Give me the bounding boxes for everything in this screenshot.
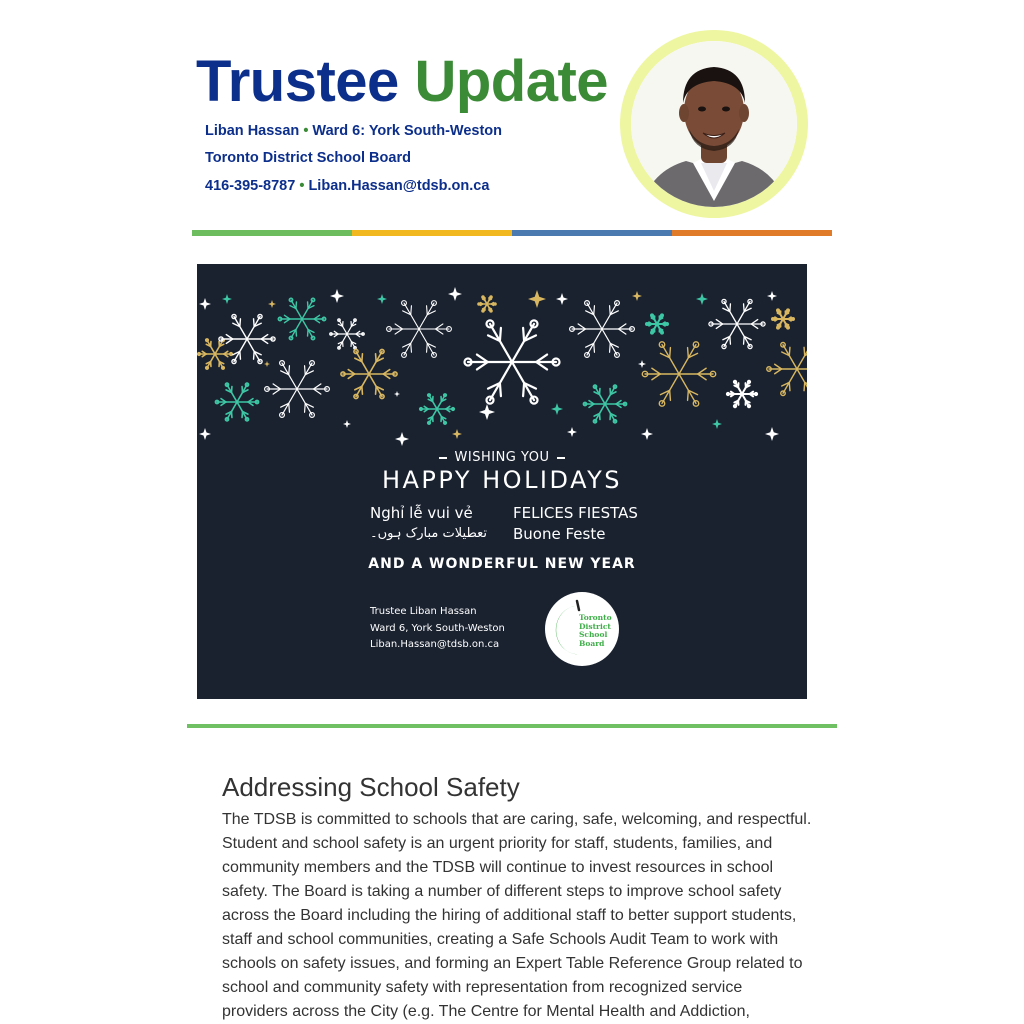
sparkle-icon <box>199 298 211 310</box>
sparkle-icon <box>641 428 653 440</box>
snowflake-icon <box>646 314 668 333</box>
trustee-name-ward-line <box>205 123 502 139</box>
trustee-portrait-icon <box>631 41 797 207</box>
card-wishing-line <box>197 450 807 465</box>
trustee-name: Liban Hassan <box>205 123 300 139</box>
sparkle-icon <box>448 287 462 301</box>
tdsb-logo <box>545 592 619 666</box>
snowflake-icon <box>478 296 496 312</box>
sparkle-icon <box>452 429 462 439</box>
sparkle-icon <box>343 420 351 428</box>
sparkle-icon <box>222 294 232 304</box>
logo-line: Toronto <box>579 613 612 622</box>
sparkle-icon <box>765 427 779 441</box>
contact-line <box>205 178 489 194</box>
snowflake-icon <box>772 309 794 328</box>
sparkle-icon <box>712 419 722 429</box>
snowflake-icon <box>709 299 765 348</box>
section-divider <box>187 724 837 728</box>
logo-line: District <box>579 621 611 631</box>
snowflake-icon <box>570 301 635 358</box>
sparkle-icon <box>264 361 270 367</box>
card-spanish: FELICES FIESTAS <box>513 504 638 522</box>
sparkle-icon <box>268 300 276 308</box>
title-trustee: Trustee <box>196 49 399 114</box>
logo-line: Board <box>579 638 605 648</box>
card-headline: HAPPY HOLIDAYS <box>381 466 623 494</box>
snowflake-band-icon <box>197 284 807 454</box>
card-signature <box>370 604 505 654</box>
sparkle-icon <box>556 293 568 305</box>
article-paragraph: The TDSB is committed to schools that are caring, safe, welcoming, and respectful. Student and school safety is an urgent priority for staff, students, families, and community members and the TDSB will continue to invest resources in school safety. The Board is taking a number of different steps to improve school safety across the Board including the hiring of additional staff to better support students, staff and school communities, creating a Safe Schools Audit Team to work with schools on safety issues, and forming an Expert Table Reference Group related to school and community safety with representation from recognized service providers across the City (e.g. The Centre for Mental Health and Addiction, <box>222 811 812 1020</box>
newsletter-header <box>192 30 832 230</box>
sparkle-icon <box>199 428 211 440</box>
sparkle-icon <box>551 403 563 415</box>
color-stripe-orange <box>672 230 832 236</box>
card-new-year: AND A WONDERFUL NEW YEAR <box>368 556 636 572</box>
card-urdu: تعطیلات مبارک ہوں۔ <box>370 526 487 541</box>
sparkle-icon <box>395 432 409 446</box>
sparkle-icon <box>479 404 495 420</box>
logo-line: School <box>579 630 608 639</box>
sparkle-icon <box>567 427 577 437</box>
card-sig-ward: Ward 6, York South-Weston <box>370 622 505 634</box>
sparkle-icon <box>330 289 344 303</box>
phone-number: 416-395-8787 <box>205 178 296 194</box>
holiday-card-image <box>197 264 807 699</box>
snowflake-icon <box>215 383 258 421</box>
card-sig-name: Trustee Liban Hassan <box>370 606 477 617</box>
board-name: Toronto District School Board <box>205 150 411 166</box>
card-vietnamese: Nghỉ lễ vui vẻ <box>370 504 473 522</box>
snowflake-icon <box>464 320 559 403</box>
email-link[interactable]: Liban.Hassan@tdsb.on.ca <box>308 178 490 194</box>
trustee-photo-ring <box>620 30 808 218</box>
sparkle-icon <box>632 291 642 301</box>
color-stripe-blue <box>512 230 672 236</box>
color-stripe-green <box>192 230 352 236</box>
snowflake-icon <box>767 343 807 396</box>
sparkle-icon <box>638 360 646 368</box>
card-wishing: WISHING YOU <box>454 450 550 465</box>
snowflake-icon <box>583 385 626 423</box>
card-sig-email: Liban.Hassan@tdsb.on.ca <box>370 639 500 650</box>
sparkle-icon <box>528 290 546 308</box>
snowflake-icon <box>727 381 757 407</box>
color-stripe-yellow <box>352 230 512 236</box>
sparkle-icon <box>377 294 387 304</box>
snowflake-icon <box>420 394 455 424</box>
trustee-photo <box>631 41 797 207</box>
color-stripe <box>192 230 832 236</box>
card-italian: Buone Feste <box>513 525 606 543</box>
snowflake-icon <box>387 301 452 358</box>
article-body <box>222 808 812 1024</box>
separator-dot: • <box>299 178 305 194</box>
trustee-ward: Ward 6: York South-Weston <box>312 123 503 139</box>
newsletter-title <box>196 50 608 114</box>
logo-text <box>579 614 612 648</box>
title-update: Update <box>414 49 609 114</box>
sparkle-icon <box>696 293 708 305</box>
sparkle-icon <box>767 291 777 301</box>
sparkle-icon <box>394 391 400 397</box>
snowflake-icon <box>642 342 715 406</box>
separator-dot: • <box>303 123 309 139</box>
article-title: Addressing School Safety <box>222 772 520 802</box>
snowflake-icon <box>265 361 330 418</box>
snowflake-icon <box>341 349 397 398</box>
snowflake-icon <box>278 298 326 340</box>
snowflake-icon <box>330 319 365 349</box>
